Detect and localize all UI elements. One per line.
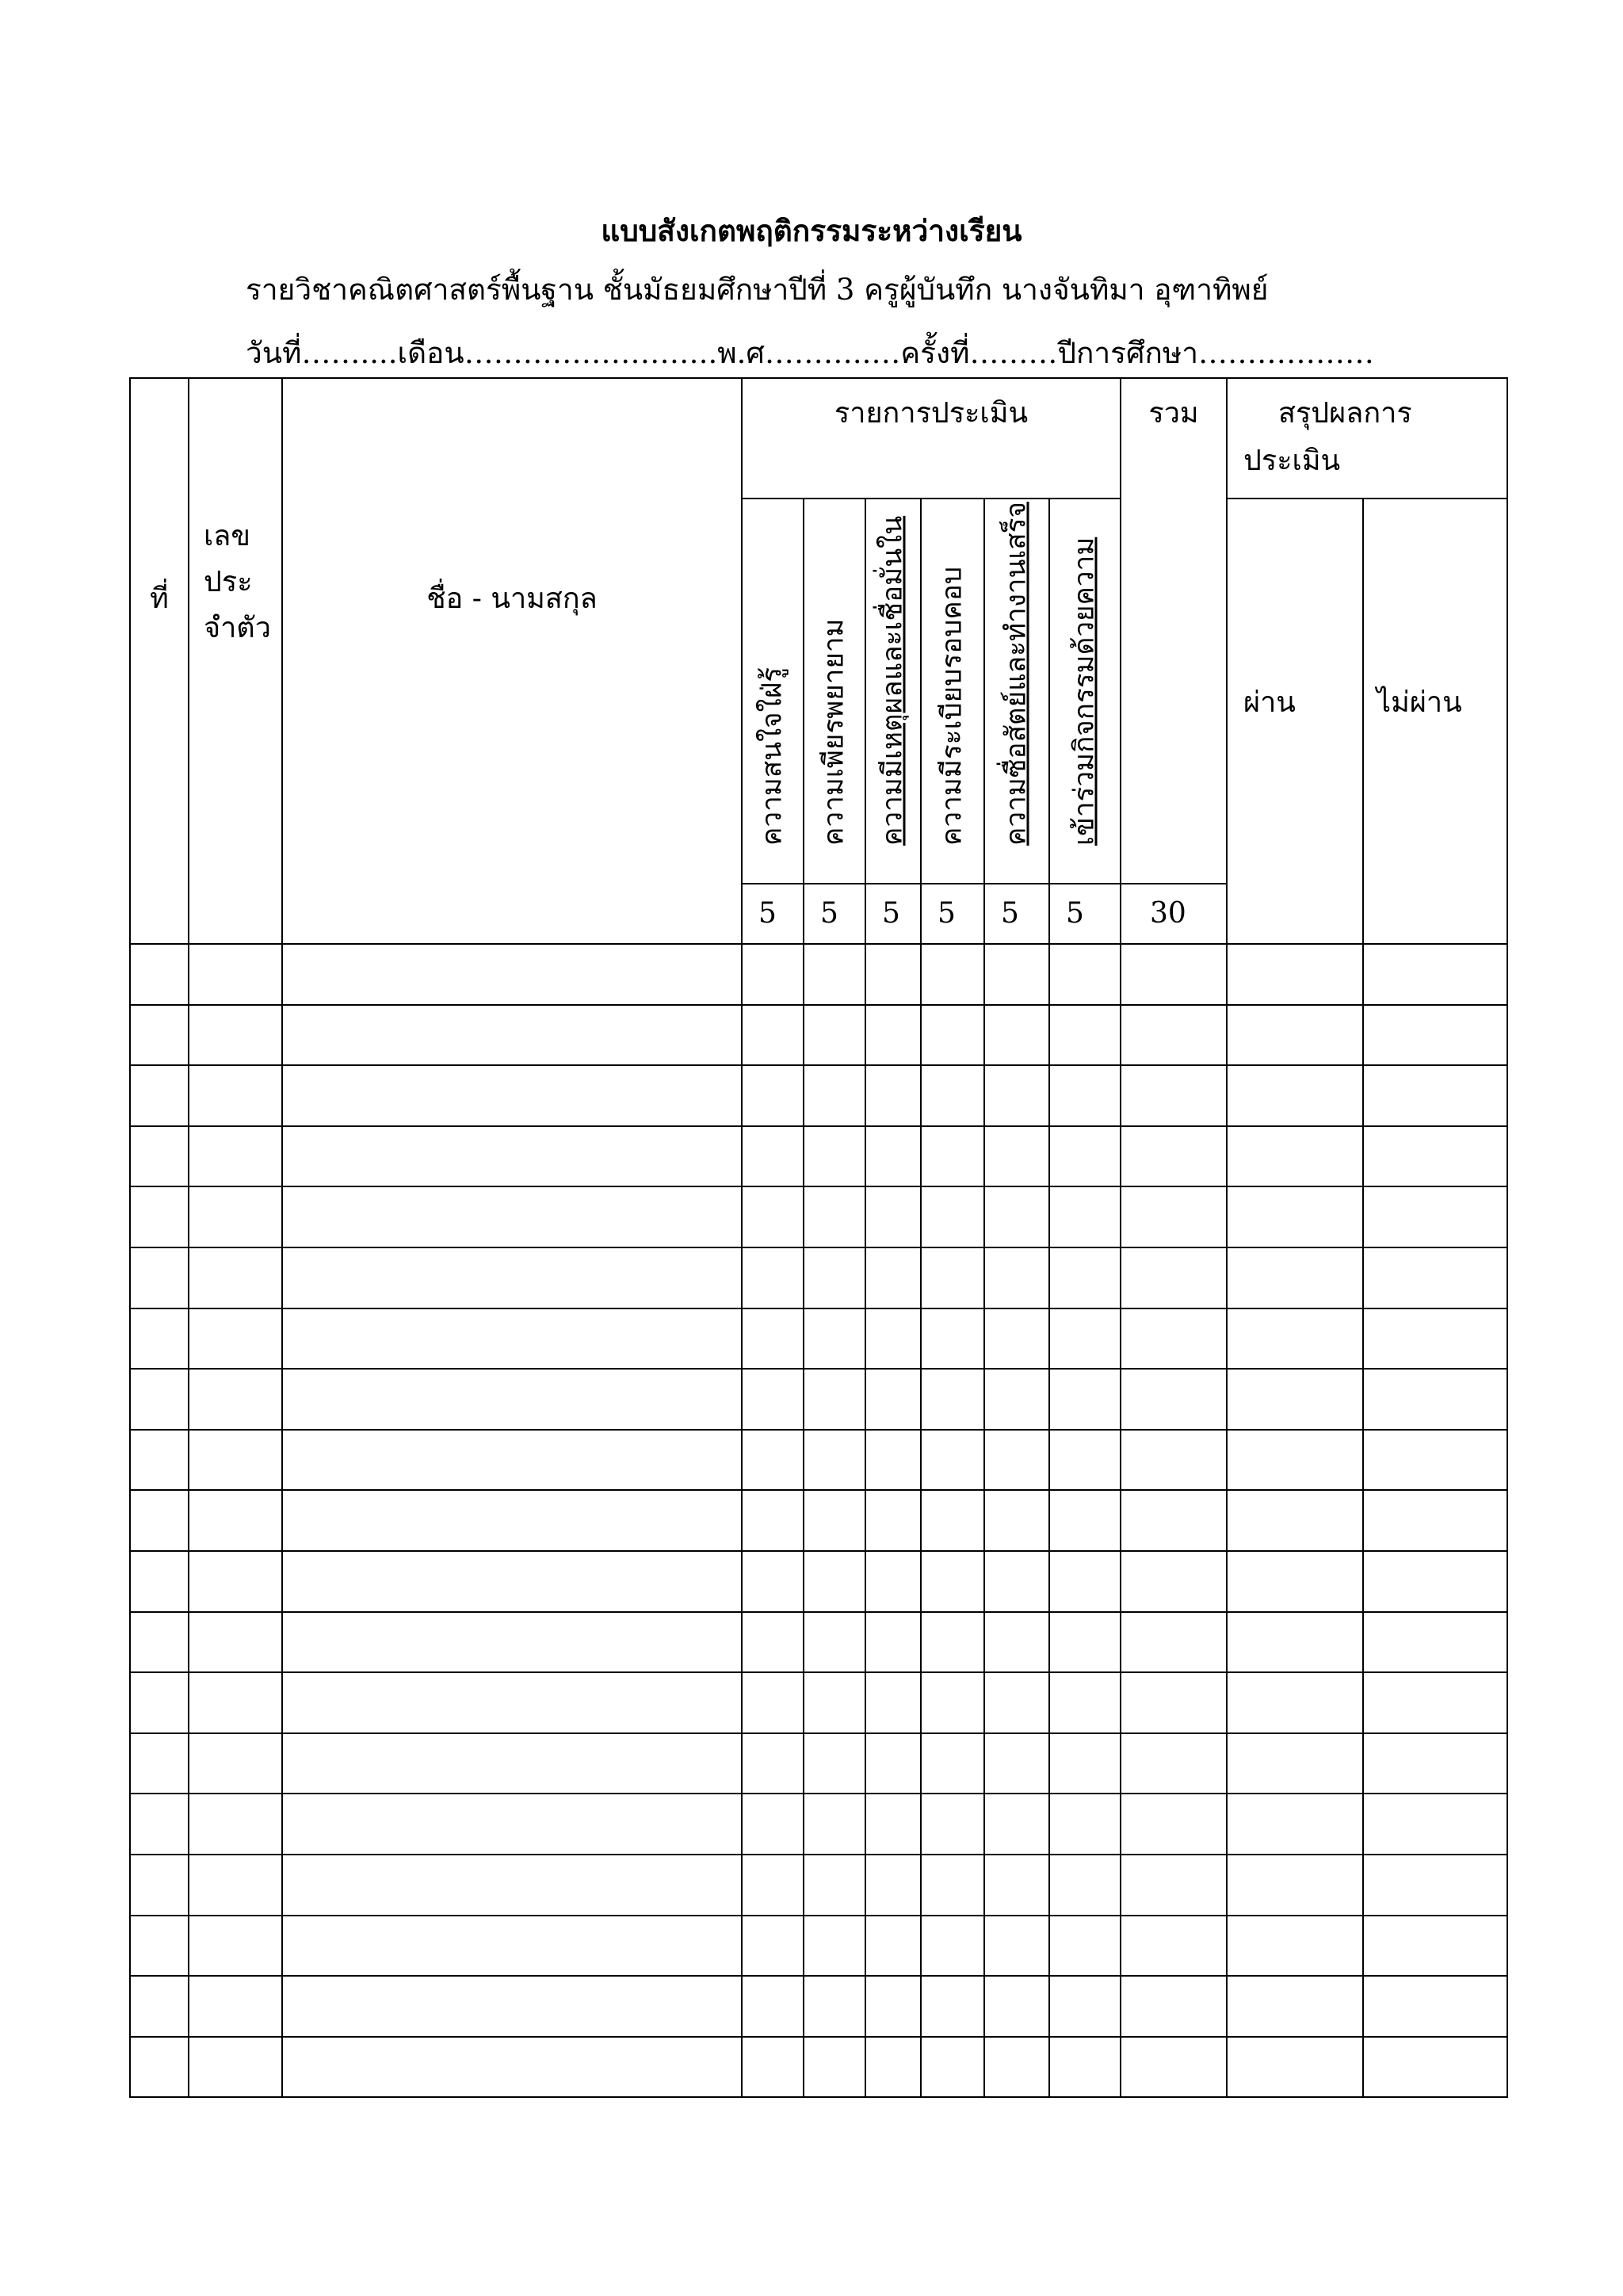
cell-total[interactable] (1121, 1247, 1227, 1308)
cell-fail[interactable] (1363, 1733, 1507, 1794)
cell-criterion-4[interactable] (921, 1126, 984, 1187)
cell-criterion-6[interactable] (1049, 1186, 1121, 1247)
cell-number[interactable] (130, 1733, 189, 1794)
cell-criterion-1[interactable] (742, 1672, 804, 1733)
header-summary (1227, 378, 1507, 499)
cell-total[interactable] (1121, 1490, 1227, 1551)
cell-pass[interactable] (1227, 944, 1363, 1005)
cell-pass[interactable] (1227, 1916, 1363, 1977)
cell-student-id[interactable] (189, 1430, 282, 1491)
cell-criterion-3[interactable] (865, 1005, 921, 1066)
cell-number[interactable] (130, 1186, 189, 1247)
cell-criterion-4[interactable] (921, 1369, 984, 1430)
cell-full-name[interactable] (282, 944, 742, 1005)
cell-criterion-3[interactable] (865, 1308, 921, 1370)
cell-criterion-3[interactable] (865, 1976, 921, 2037)
cell-student-id[interactable] (189, 1490, 282, 1551)
cell-criterion-5[interactable] (984, 944, 1049, 1005)
cell-criterion-4[interactable] (921, 1794, 984, 1855)
cell-criterion-6[interactable] (1049, 1672, 1121, 1733)
cell-criterion-6[interactable] (1049, 1126, 1121, 1187)
cell-pass[interactable] (1227, 1005, 1363, 1066)
cell-full-name[interactable] (282, 1247, 742, 1308)
cell-criterion-1[interactable] (742, 1794, 804, 1855)
cell-criterion-5[interactable] (984, 1308, 1049, 1370)
cell-criterion-3[interactable] (865, 2037, 921, 2098)
cell-criterion-1[interactable] (742, 1065, 804, 1126)
cell-pass[interactable] (1227, 1186, 1363, 1247)
cell-criterion-5[interactable] (984, 1733, 1049, 1794)
table-row (130, 1308, 1507, 1370)
cell-fail[interactable] (1363, 1490, 1507, 1551)
cell-criterion-4[interactable] (921, 1976, 984, 2037)
cell-criterion-6[interactable] (1049, 1976, 1121, 2037)
cell-criterion-3[interactable] (865, 1126, 921, 1187)
score-criterion-1: 5 (742, 884, 804, 944)
header-fail: ไม่ผ่าน (1363, 499, 1507, 944)
cell-criterion-5[interactable] (984, 1247, 1049, 1308)
cell-criterion-4[interactable] (921, 1247, 984, 1308)
table-row (130, 1976, 1507, 2037)
table-row (130, 1916, 1507, 1977)
header-number: ที่ (130, 378, 189, 944)
cell-total[interactable] (1121, 1976, 1227, 2037)
cell-student-id[interactable] (189, 1612, 282, 1673)
cell-criterion-2[interactable] (804, 1976, 865, 2037)
cell-number[interactable] (130, 1065, 189, 1126)
table-row (130, 1247, 1507, 1308)
cell-criterion-5[interactable] (984, 1672, 1049, 1733)
cell-criterion-3[interactable] (865, 1855, 921, 1916)
cell-student-id[interactable] (189, 1247, 282, 1308)
form-subtitle: รายวิชาคณิตศาสตร์พื้นฐาน ชั้นมัธยมศึกษาปีที่ 3 ครูผู้บันทึก นางจันทิมา อุฑาทิพย์ (246, 273, 1269, 307)
table-row (130, 1126, 1507, 1187)
cell-full-name[interactable] (282, 1186, 742, 1247)
cell-fail[interactable] (1363, 1186, 1507, 1247)
cell-criterion-6[interactable] (1049, 1612, 1121, 1673)
cell-full-name[interactable] (282, 1490, 742, 1551)
cell-pass[interactable] (1227, 1551, 1363, 1612)
cell-criterion-6[interactable] (1049, 1005, 1121, 1066)
cell-fail[interactable] (1363, 1976, 1507, 2037)
cell-criterion-6[interactable] (1049, 1490, 1121, 1551)
cell-criterion-1[interactable] (742, 1490, 804, 1551)
cell-number[interactable] (130, 1308, 189, 1370)
cell-criterion-5[interactable] (984, 1369, 1049, 1430)
date-line: วันที่……....เดือน……………………..พ.ศ………..…ครั้งที่………ปีการศึกษา……………… (246, 336, 1375, 370)
cell-criterion-3[interactable] (865, 1916, 921, 1977)
cell-full-name[interactable] (282, 1005, 742, 1066)
cell-fail[interactable] (1363, 1126, 1507, 1187)
cell-criterion-6[interactable] (1049, 944, 1121, 1005)
cell-number[interactable] (130, 1672, 189, 1733)
cell-criterion-4[interactable] (921, 1430, 984, 1491)
cell-number[interactable] (130, 1855, 189, 1916)
header-summary-line-2: ประเมิน (1243, 445, 1341, 477)
cell-criterion-3[interactable] (865, 1247, 921, 1308)
table-row (130, 1612, 1507, 1673)
criterion-5: ความซื่อสัตย์และทำงานเสร็จ (984, 499, 1049, 884)
cell-student-id[interactable] (189, 1794, 282, 1855)
cell-criterion-6[interactable] (1049, 1794, 1121, 1855)
header-evaluation-items: รายการประเมิน (742, 378, 1121, 499)
cell-criterion-3[interactable] (865, 1612, 921, 1673)
table-row (130, 1733, 1507, 1794)
cell-total[interactable] (1121, 1065, 1227, 1126)
cell-criterion-2[interactable] (804, 1430, 865, 1491)
cell-criterion-5[interactable] (984, 1916, 1049, 1977)
cell-number[interactable] (130, 1976, 189, 2037)
cell-total[interactable] (1121, 1855, 1227, 1916)
cell-criterion-4[interactable] (921, 1005, 984, 1066)
cell-pass[interactable] (1227, 1672, 1363, 1733)
table-row (130, 1490, 1507, 1551)
cell-criterion-2[interactable] (804, 1794, 865, 1855)
cell-total[interactable] (1121, 1430, 1227, 1491)
cell-student-id[interactable] (189, 1855, 282, 1916)
cell-criterion-5[interactable] (984, 1551, 1049, 1612)
cell-criterion-6[interactable] (1049, 1855, 1121, 1916)
cell-criterion-4[interactable] (921, 1186, 984, 1247)
cell-criterion-2[interactable] (804, 1612, 865, 1673)
cell-criterion-5[interactable] (984, 1855, 1049, 1916)
cell-criterion-1[interactable] (742, 1430, 804, 1491)
header-full-name: ชื่อ - นามสกุล (282, 378, 742, 944)
cell-criterion-6[interactable] (1049, 2037, 1121, 2098)
header-summary-line-1: สรุปผลการ (1278, 397, 1412, 430)
cell-number[interactable] (130, 1126, 189, 1187)
cell-criterion-5[interactable] (984, 1126, 1049, 1187)
cell-total[interactable] (1121, 1672, 1227, 1733)
header-pass: ผ่าน (1227, 499, 1363, 944)
cell-full-name[interactable] (282, 1551, 742, 1612)
cell-full-name[interactable] (282, 1369, 742, 1430)
table-row (130, 2037, 1507, 2098)
cell-criterion-2[interactable] (804, 1065, 865, 1126)
cell-number[interactable] (130, 1430, 189, 1491)
cell-criterion-2[interactable] (804, 1308, 865, 1370)
cell-fail[interactable] (1363, 1369, 1507, 1430)
cell-number[interactable] (130, 1005, 189, 1066)
score-criterion-3: 5 (865, 884, 921, 944)
criterion-1: ความสนใจใฝ่รู้ (742, 499, 804, 884)
cell-criterion-1[interactable] (742, 1976, 804, 2037)
cell-fail[interactable] (1363, 1065, 1507, 1126)
cell-criterion-3[interactable] (865, 1430, 921, 1491)
cell-criterion-5[interactable] (984, 1186, 1049, 1247)
cell-student-id[interactable] (189, 1369, 282, 1430)
cell-student-id[interactable] (189, 1916, 282, 1977)
observation-table (129, 377, 1508, 2098)
cell-fail[interactable] (1363, 1308, 1507, 1370)
cell-fail[interactable] (1363, 1612, 1507, 1673)
cell-student-id[interactable] (189, 2037, 282, 2098)
cell-number[interactable] (130, 1490, 189, 1551)
cell-criterion-4[interactable] (921, 1308, 984, 1370)
cell-student-id[interactable] (189, 1065, 282, 1126)
cell-criterion-6[interactable] (1049, 1065, 1121, 1126)
table-row (130, 1551, 1507, 1612)
cell-number[interactable] (130, 1369, 189, 1430)
cell-criterion-2[interactable] (804, 1733, 865, 1794)
cell-total[interactable] (1121, 1186, 1227, 1247)
cell-fail[interactable] (1363, 944, 1507, 1005)
table-row (130, 1672, 1507, 1733)
cell-criterion-3[interactable] (865, 944, 921, 1005)
cell-criterion-4[interactable] (921, 1855, 984, 1916)
table-row (130, 1794, 1507, 1855)
cell-criterion-6[interactable] (1049, 1551, 1121, 1612)
cell-pass[interactable] (1227, 1247, 1363, 1308)
cell-criterion-5[interactable] (984, 1612, 1049, 1673)
cell-total[interactable] (1121, 1126, 1227, 1187)
cell-criterion-1[interactable] (742, 1855, 804, 1916)
cell-criterion-1[interactable] (742, 944, 804, 1005)
cell-pass[interactable] (1227, 1065, 1363, 1126)
cell-total[interactable] (1121, 1612, 1227, 1673)
cell-pass[interactable] (1227, 2037, 1363, 2098)
cell-criterion-5[interactable] (984, 1490, 1049, 1551)
cell-criterion-4[interactable] (921, 1733, 984, 1794)
score-criterion-6: 5 (1049, 884, 1121, 944)
cell-full-name[interactable] (282, 1855, 742, 1916)
cell-fail[interactable] (1363, 1916, 1507, 1977)
cell-total[interactable] (1121, 2037, 1227, 2098)
cell-criterion-3[interactable] (865, 1186, 921, 1247)
cell-full-name[interactable] (282, 1672, 742, 1733)
cell-pass[interactable] (1227, 1733, 1363, 1794)
cell-criterion-3[interactable] (865, 1369, 921, 1430)
cell-criterion-6[interactable] (1049, 1430, 1121, 1491)
cell-pass[interactable] (1227, 1369, 1363, 1430)
header-id-line-1: เลข (204, 520, 250, 552)
cell-full-name[interactable] (282, 1126, 742, 1187)
cell-full-name[interactable] (282, 1916, 742, 1977)
cell-criterion-4[interactable] (921, 2037, 984, 2098)
cell-number[interactable] (130, 944, 189, 1005)
header-total: รวม (1121, 378, 1227, 884)
cell-criterion-1[interactable] (742, 1308, 804, 1370)
cell-number[interactable] (130, 1247, 189, 1308)
cell-total[interactable] (1121, 1551, 1227, 1612)
criterion-2: ความเพียรพยายาม (804, 499, 865, 884)
cell-fail[interactable] (1363, 1247, 1507, 1308)
cell-criterion-2[interactable] (804, 1126, 865, 1187)
cell-criterion-2[interactable] (804, 1247, 865, 1308)
cell-fail[interactable] (1363, 1672, 1507, 1733)
cell-total[interactable] (1121, 1733, 1227, 1794)
cell-full-name[interactable] (282, 1430, 742, 1491)
cell-criterion-5[interactable] (984, 1794, 1049, 1855)
cell-criterion-4[interactable] (921, 1065, 984, 1126)
table-row (130, 1369, 1507, 1430)
table-row (130, 944, 1507, 1005)
table-row (130, 1065, 1507, 1126)
score-total: 30 (1121, 884, 1227, 944)
cell-criterion-1[interactable] (742, 1612, 804, 1673)
cell-criterion-4[interactable] (921, 1916, 984, 1977)
cell-fail[interactable] (1363, 1430, 1507, 1491)
cell-criterion-2[interactable] (804, 1186, 865, 1247)
header-id-line-2: ประ (204, 566, 253, 598)
cell-criterion-5[interactable] (984, 1430, 1049, 1491)
cell-criterion-6[interactable] (1049, 1916, 1121, 1977)
cell-criterion-5[interactable] (984, 2037, 1049, 2098)
cell-criterion-5[interactable] (984, 1976, 1049, 2037)
cell-criterion-3[interactable] (865, 1551, 921, 1612)
table-row (130, 1005, 1507, 1066)
cell-student-id[interactable] (189, 1976, 282, 2037)
cell-criterion-1[interactable] (742, 2037, 804, 2098)
cell-student-id[interactable] (189, 1672, 282, 1733)
cell-pass[interactable] (1227, 1430, 1363, 1491)
cell-pass[interactable] (1227, 1126, 1363, 1187)
cell-criterion-2[interactable] (804, 1490, 865, 1551)
cell-pass[interactable] (1227, 1490, 1363, 1551)
form-title: แบบสังเกตพฤติกรรมระหว่างเรียน (601, 213, 1022, 248)
cell-fail[interactable] (1363, 1005, 1507, 1066)
cell-criterion-6[interactable] (1049, 1308, 1121, 1370)
cell-full-name[interactable] (282, 2037, 742, 2098)
cell-pass[interactable] (1227, 1612, 1363, 1673)
cell-criterion-5[interactable] (984, 1005, 1049, 1066)
cell-criterion-2[interactable] (804, 2037, 865, 2098)
cell-criterion-6[interactable] (1049, 1733, 1121, 1794)
cell-total[interactable] (1121, 1308, 1227, 1370)
cell-criterion-1[interactable] (742, 1369, 804, 1430)
criterion-4: ความมีระเบียบรอบคอบ (921, 499, 984, 884)
cell-number[interactable] (130, 2037, 189, 2098)
cell-criterion-1[interactable] (742, 1005, 804, 1066)
cell-full-name[interactable] (282, 1733, 742, 1794)
cell-fail[interactable] (1363, 1551, 1507, 1612)
cell-total[interactable] (1121, 1369, 1227, 1430)
cell-criterion-1[interactable] (742, 1733, 804, 1794)
cell-pass[interactable] (1227, 1976, 1363, 2037)
cell-criterion-1[interactable] (742, 1916, 804, 1977)
cell-student-id[interactable] (189, 1186, 282, 1247)
score-criterion-4: 5 (921, 884, 984, 944)
cell-student-id[interactable] (189, 1005, 282, 1066)
cell-criterion-2[interactable] (804, 1005, 865, 1066)
cell-criterion-2[interactable] (804, 1551, 865, 1612)
cell-full-name[interactable] (282, 1794, 742, 1855)
header-student-id (189, 378, 282, 944)
cell-total[interactable] (1121, 944, 1227, 1005)
cell-criterion-5[interactable] (984, 1065, 1049, 1126)
cell-criterion-3[interactable] (865, 1672, 921, 1733)
criterion-3: ความมีเหตุผลและเชื่อมั่นใน (865, 499, 921, 884)
cell-number[interactable] (130, 1612, 189, 1673)
cell-student-id[interactable] (189, 1733, 282, 1794)
header-id-line-3: จำตัว (204, 612, 271, 644)
table-row (130, 1430, 1507, 1491)
cell-number[interactable] (130, 1916, 189, 1977)
cell-pass[interactable] (1227, 1855, 1363, 1916)
cell-student-id[interactable] (189, 1126, 282, 1187)
cell-fail[interactable] (1363, 1855, 1507, 1916)
cell-criterion-4[interactable] (921, 944, 984, 1005)
cell-criterion-1[interactable] (742, 1551, 804, 1612)
cell-criterion-1[interactable] (742, 1126, 804, 1187)
cell-fail[interactable] (1363, 1794, 1507, 1855)
cell-total[interactable] (1121, 1794, 1227, 1855)
cell-full-name[interactable] (282, 1065, 742, 1126)
table-row (130, 1186, 1507, 1247)
cell-criterion-2[interactable] (804, 1672, 865, 1733)
cell-criterion-6[interactable] (1049, 1369, 1121, 1430)
cell-student-id[interactable] (189, 1308, 282, 1370)
cell-number[interactable] (130, 1551, 189, 1612)
cell-criterion-1[interactable] (742, 1186, 804, 1247)
cell-criterion-2[interactable] (804, 1916, 865, 1977)
cell-criterion-6[interactable] (1049, 1247, 1121, 1308)
cell-criterion-3[interactable] (865, 1065, 921, 1126)
cell-criterion-3[interactable] (865, 1733, 921, 1794)
cell-pass[interactable] (1227, 1794, 1363, 1855)
cell-total[interactable] (1121, 1005, 1227, 1066)
cell-fail[interactable] (1363, 2037, 1507, 2098)
cell-full-name[interactable] (282, 1976, 742, 2037)
table-row (130, 1855, 1507, 1916)
score-criterion-2: 5 (804, 884, 865, 944)
cell-criterion-4[interactable] (921, 1551, 984, 1612)
criterion-6: เข้าร่วมกิจกรรมด้วยความ (1049, 499, 1121, 884)
cell-criterion-2[interactable] (804, 1855, 865, 1916)
cell-criterion-3[interactable] (865, 1490, 921, 1551)
cell-number[interactable] (130, 1794, 189, 1855)
cell-criterion-1[interactable] (742, 1247, 804, 1308)
cell-criterion-4[interactable] (921, 1490, 984, 1551)
cell-criterion-4[interactable] (921, 1672, 984, 1733)
cell-total[interactable] (1121, 1916, 1227, 1977)
cell-full-name[interactable] (282, 1308, 742, 1370)
cell-student-id[interactable] (189, 1551, 282, 1612)
cell-criterion-3[interactable] (865, 1794, 921, 1855)
cell-student-id[interactable] (189, 944, 282, 1005)
cell-criterion-2[interactable] (804, 944, 865, 1005)
cell-full-name[interactable] (282, 1612, 742, 1673)
score-criterion-5: 5 (984, 884, 1049, 944)
cell-pass[interactable] (1227, 1308, 1363, 1370)
cell-criterion-4[interactable] (921, 1612, 984, 1673)
cell-criterion-2[interactable] (804, 1369, 865, 1430)
